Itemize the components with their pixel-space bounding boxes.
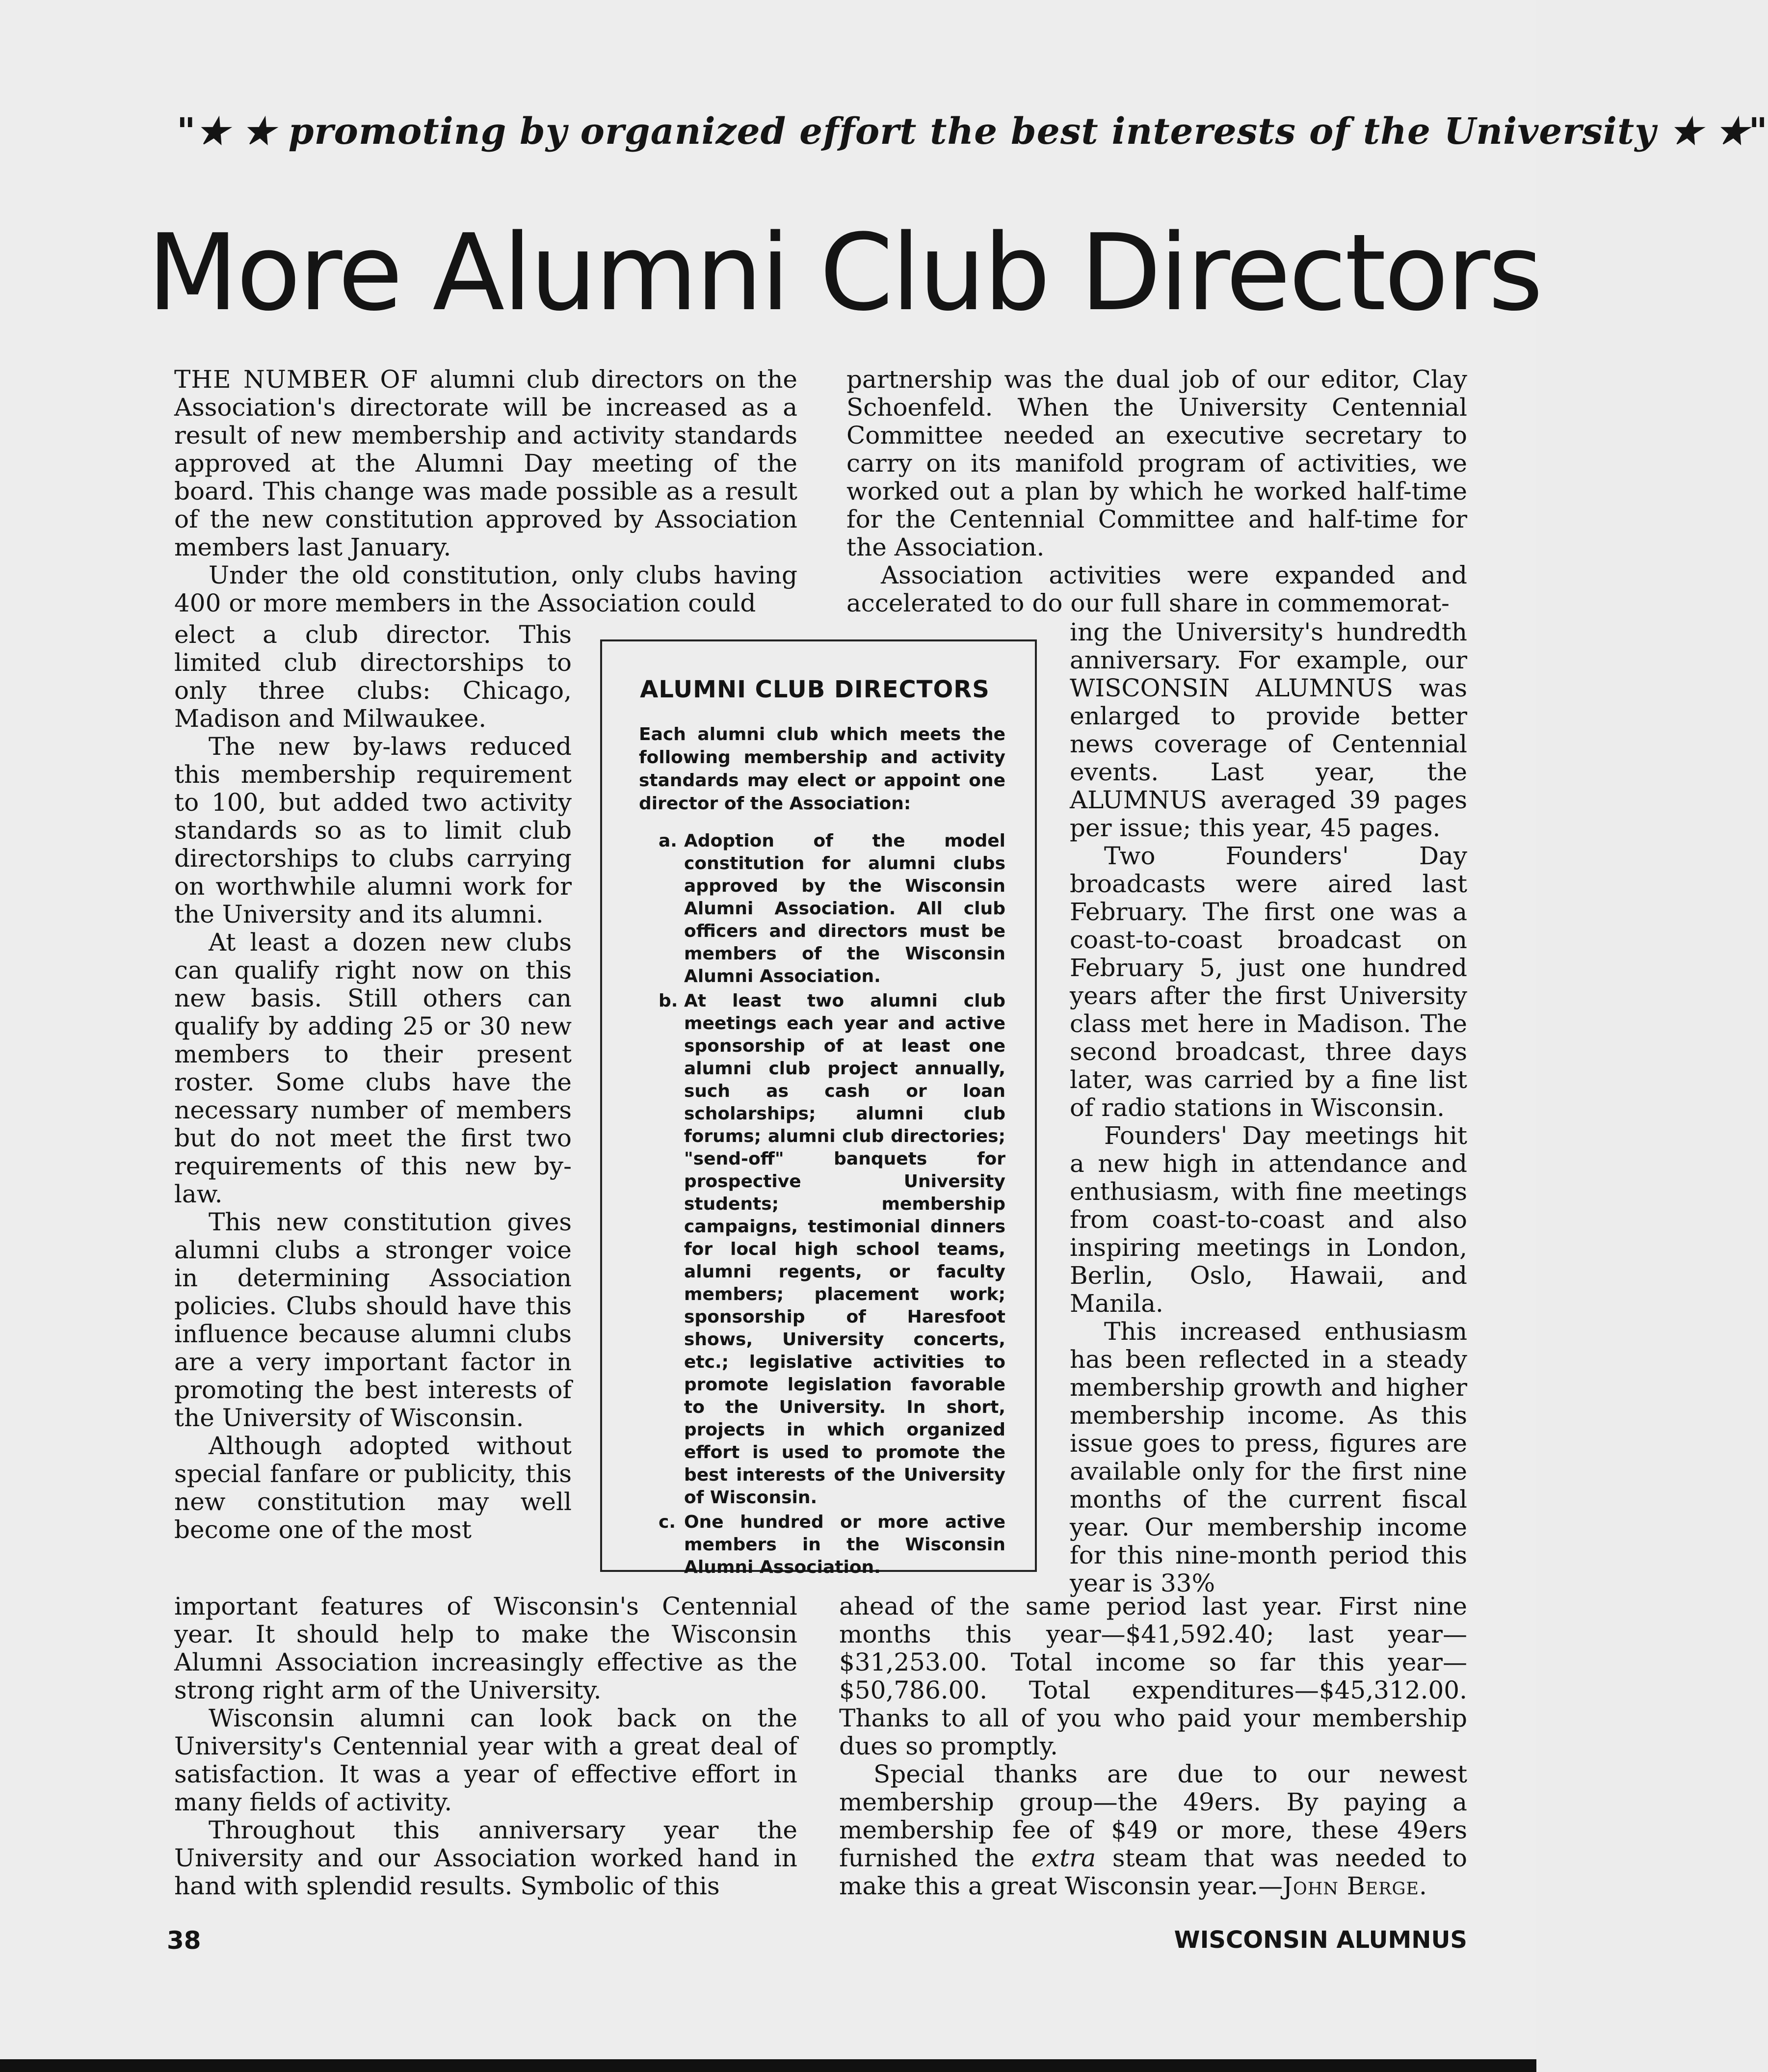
article-paragraph: Founders' Day meetings hit a new high in attendance and enthusiasm, with fine meetings from coast-to-coast and also inspiring meetings in London, Berlin, Oslo, Hawaii, and Manila. [1070,1121,1467,1318]
article-paragraph: Although adopted without special fanfare or publicity, this new constitution may well become one of the most [174,1432,572,1544]
article-paragraph: Two Founders' Day broadcasts were aired last February. The first one was a coast-to-coast broadcast on February 5, just one hundred years after the first University class met here in Madison. The second broadcast, three days later, was carried by a fine list of radio stations in Wisconsin. [1070,842,1467,1122]
article-paragraph: At least a dozen new clubs can qualify right now on this new basis. Still others can qualify by adding 25 or 30 new members to their present roster. Some clubs have the necessary number of members but do not meet the first two requirements of this new by-law. [174,928,572,1208]
list-marker: b. [659,991,678,1011]
article-paragraph: THE NUMBER OF alumni club directors on the Association's directorate will be increased as a result of new membership and activity standards approved at the Alumni Day meeting of the board. This change was made possible as a result of the new constitution approved by Association members last January. [174,365,797,561]
lead-in: THE NUMBER OF [174,365,419,394]
article-paragraph: ing the University's hundredth anniversary. For example, our WISCONSIN ALUMNUS was enlarged to provide better news coverage of Centennial events. Last year, the ALUMNUS averaged 39 pages per issue; this year, 45 pages. [1070,618,1467,842]
article-paragraph: Association activities were expanded and accelerated to do our full share in commemorat- [846,561,1467,617]
right-column-middle [1070,618,1467,1597]
sidebar-title: ALUMNI CLUB DIRECTORS [640,676,990,703]
article-paragraph: Wisconsin alumni can look back on the University's Centennial year with a great deal of satisfaction. It was a year of effective effort in many fields of activity. [174,1704,797,1816]
article-paragraph: important features of Wisconsin's Centennial year. It should help to make the Wisconsin Alumni Association increasingly effective as the strong right arm of the University. [174,1592,797,1704]
left-column-middle [174,621,572,1544]
article-paragraph: Under the old constitution, only clubs having 400 or more members in the Association could [174,561,797,617]
article-paragraph: partnership was the dual job of our editor, Clay Schoenfeld. When the University Centennial Committee needed an executive secretary to carry on its manifold program of activities, we worked out a plan by which he worked half-time for the Centennial Committee and half-time for the Association. [846,365,1467,561]
scan-edge-rule [0,2059,1536,2072]
article-paragraph: Special thanks are due to our newest membership group—the 49ers. By paying a membership fee of $49 or more, these 49ers furnished the extra steam that was needed to make this a great Wisconsin year.—John Berge. [839,1760,1467,1900]
list-item: a. Adoption of the model constitution for alumni clubs approved by the Wisconsin Alumni Association. All club officers and directors must be members of the Wisconsin Alumni Association. [659,831,1005,986]
list-item: b. At least two alumni club meetings each year and active sponsorship of at least one alumni club project annually, such as cash or loan scholarships; alumni club forums; alumni club directories; "send-off" banquets for prospective University students; membership campaigns, testimonial dinners for local high school teams, alumni regents, or faculty members; placement work; sponsorship of Haresfoot shows, University concerts, etc.; legislative activities to promote legislation favorable to the University. In short, projects in which organized effort is used to promote the best interests of the University of Wisconsin. [659,991,1005,1508]
masthead-tagline: "★ ★ promoting by organized effort the best interests of the University ★ ★" [177,110,1768,153]
article-paragraph: This increased enthusiasm has been reflected in a steady membership growth and higher membership income. As this issue goes to press, figures are available only for the first nine months of the current fiscal year. Our membership income for this nine-month period this year is 33% [1070,1317,1467,1597]
sidebar-list [639,830,1005,1579]
publication-name: WISCONSIN ALUMNUS [1174,1926,1467,1954]
list-marker: a. [659,831,677,851]
sidebar-intro: Each alumni club which meets the following membership and activity standards may elect or appoint one director of the Association: [639,724,1005,814]
right-column-top [846,366,1467,617]
article-paragraph: This new constitution gives alumni clubs a stronger voice in determining Association policies. Clubs should have this influence because alumni clubs are a very important factor in promoting the best interests of the University of Wisconsin. [174,1208,572,1432]
left-column-top [174,366,797,617]
article-paragraph: Throughout this anniversary year the University and our Association worked hand in hand with splendid results. Symbolic of this [174,1816,797,1900]
list-item: c. One hundred or more active members in the Wisconsin Alumni Association. [659,1512,1005,1577]
page-number: 38 [167,1926,201,1955]
sidebar-box [600,639,1037,1577]
article-paragraph: The new by-laws reduced this membership requirement to 100, but added two activity standards so as to limit club directorships to clubs carrying on worthwhile alumni work for the University and its alumni. [174,732,572,929]
article-paragraph: ahead of the same period last year. First nine months this year—$41,592.40; last year—$31,253.00. Total income so far this year—$50,786.00. Total expenditures—$45,312.00. Thanks to all of you who paid your membership dues so promptly. [839,1592,1467,1760]
left-column-bottom [174,1593,797,1900]
right-column-bottom [839,1593,1467,1900]
author-signature: John Berge. [1283,1872,1427,1900]
article-headline: More Alumni Club Directors [147,211,1541,334]
list-marker: c. [659,1512,676,1532]
article-paragraph: elect a club director. This limited club directorships to only three clubs: Chicago, Madison and Milwaukee. [174,620,572,733]
